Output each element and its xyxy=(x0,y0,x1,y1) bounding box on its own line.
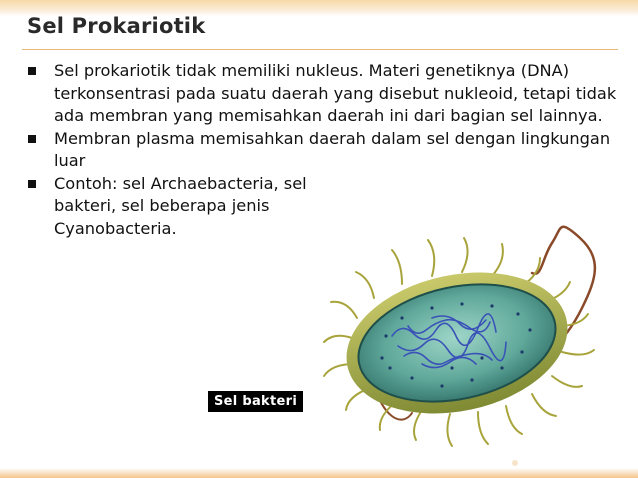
bullet-text: Contoh: sel Archaebacteria, sel bakteri, sel beberapa jenis Cyanobacteria. xyxy=(54,173,307,238)
page-marker xyxy=(512,460,518,466)
illustration-caption: Sel bakteri xyxy=(208,391,303,412)
bullet-list xyxy=(28,60,628,240)
square-bullet-icon xyxy=(28,67,36,75)
bottom-accent-bar xyxy=(0,468,638,478)
bullet-text: Sel prokariotik tidak memiliki nukleus. Materi genetiknya (DNA) terkonsentrasi pada suatu daerah yang disebut nukleoid, tetapi tidak ada membran yang memisahkan daerah ini dari bagian sel lainnya. xyxy=(54,61,617,125)
bacteria-cell-illustration xyxy=(312,218,632,458)
title-divider xyxy=(22,49,618,50)
bullet-item xyxy=(28,60,628,128)
bullet-item xyxy=(28,128,628,173)
slide-title: Sel Prokariotik xyxy=(27,14,206,38)
square-bullet-icon xyxy=(28,135,36,143)
square-bullet-icon xyxy=(28,180,36,188)
bullet-text: Membran plasma memisahkan daerah dalam sel dengan lingkungan luar xyxy=(54,128,611,170)
